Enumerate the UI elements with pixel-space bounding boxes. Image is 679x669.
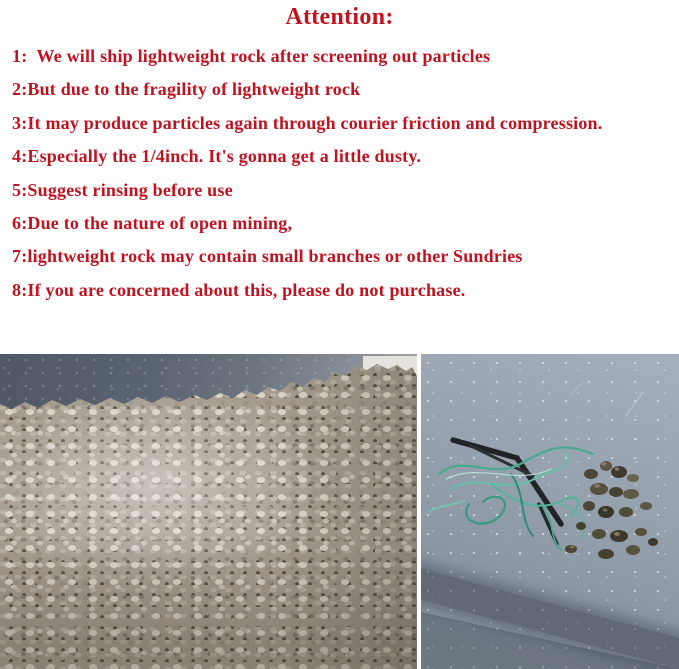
notice-line-2: 2:But due to the fragility of lightweight rock — [12, 79, 361, 100]
photo-debris — [421, 354, 679, 669]
photo-row — [0, 354, 679, 669]
notice-line-5: 5:Suggest rinsing before use — [12, 179, 233, 200]
notice-line-7: 7:lightweight rock may contain small branches or other Sundries — [12, 246, 523, 267]
debris-graphic — [421, 354, 679, 669]
notice-line-3: 3:It may produce particles again through courier friction and compression. — [12, 112, 603, 133]
notice-line-6: 6:Due to the nature of open mining, — [12, 213, 293, 234]
notice-line-1: 1: We will ship lightweight rock after screening out particles — [12, 46, 491, 66]
notice-title: Attention: — [285, 4, 394, 30]
notice-lines — [0, 40, 679, 307]
green-twine — [429, 447, 593, 550]
photo-rock-pile — [0, 354, 417, 669]
notice-line-4: 4:Especially the 1/4inch. It's gonna get a little dusty. — [12, 146, 422, 167]
attention-notice — [0, 0, 679, 307]
branch-sticks — [453, 440, 561, 544]
notice-line-8: 8:If you are concerned about this, please do not purchase. — [12, 279, 466, 300]
rock-cluster — [565, 461, 658, 559]
